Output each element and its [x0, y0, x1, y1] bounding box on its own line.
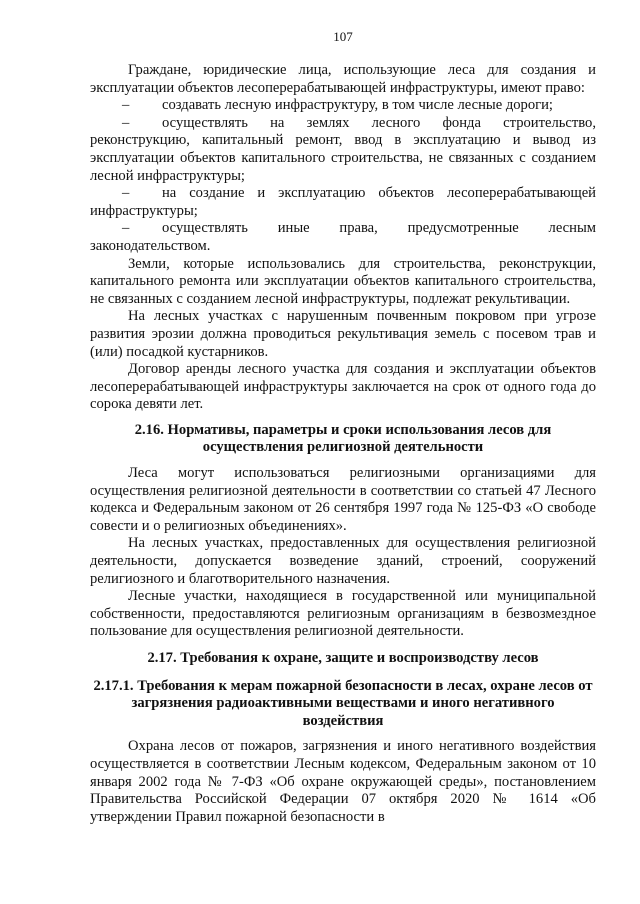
intro-paragraph: Граждане, юридические лица, использующие леса для создания и эксплуатации объектов лесоперерабатывающей инфраструктуры, имеют право: — [90, 62, 596, 96]
section-heading-2-17: 2.17. Требования к охране, защите и воспроизводству лесов — [147, 650, 539, 666]
page-number: 107 — [333, 29, 353, 44]
list-item-text: на создание и эксплуатацию объектов лесоперерабатывающей инфраструктуры; — [90, 185, 596, 219]
list-item-text: осуществлять иные права, предусмотренные лесным законодательством. — [90, 220, 596, 254]
list-item — [90, 185, 596, 220]
body-paragraph: Земли, которые использовались для строительства, реконструкции, капитального ремонта или эксплуатации объектов капитального строительства, не связанных с созданием лесной инфраструктуры, подлежат рекультивации. — [90, 255, 596, 307]
list-item — [90, 220, 596, 255]
list-item — [90, 115, 596, 185]
body-paragraph: На лесных участках, предоставленных для осуществления религиозной деятельности, допускается возведение зданий, строений, сооружений религиозного и благотворительного назначения. — [90, 535, 596, 587]
rights-list — [90, 97, 596, 255]
list-item-text: создавать лесную инфраструктуру, в том числе лесные дороги; — [162, 97, 553, 114]
list-item — [90, 97, 596, 115]
document-page — [90, 0, 596, 826]
body-paragraph: Охрана лесов от пожаров, загрязнения и иного негативного воздействия осуществляется в соответствии Лесным кодексом, Федеральным законом от 10 января 2002 года № 7-ФЗ «Об охране окружающей среды», постановлением Правительства Российской Федерации 07 октября 2020 № 1614 «Об утверждении Правил пожарной безопасности в — [90, 738, 596, 825]
list-dash: – — [122, 97, 130, 114]
section-heading-2-17-1: 2.17.1. Требования к мерам пожарной безопасности в лесах, охране лесов от загрязнения радиоактивными веществами и иного негативного воздействия — [93, 677, 593, 729]
body-paragraph: На лесных участках с нарушенным почвенным покровом при угрозе развития эрозии должна проводиться рекультивация земель с посевом трав и (или) посадкой кустарников. — [90, 308, 596, 360]
list-item-text: осуществлять на землях лесного фонда строительство, реконструкцию, капитальный ремонт, ввод в эксплуатацию и вывод из эксплуатации объектов капитального строительства, не связанных с созданием лесной инфраструктуры; — [90, 114, 596, 184]
list-dash: – — [122, 185, 130, 202]
list-dash: – — [122, 220, 130, 237]
section-heading-2-16: 2.16. Нормативы, параметры и сроки использования лесов для осуществления религиозной деятельности — [134, 421, 552, 456]
body-paragraph: Договор аренды лесного участка для создания и эксплуатации объектов лесоперерабатывающей инфраструктуры заключается на срок от одного года до сорока девяти лет. — [90, 361, 596, 413]
body-paragraph: Леса могут использоваться религиозными организациями для осуществления религиозной деятельности в соответствии со статьей 47 Лесного кодекса и Федеральным законом от 26 сентября 1997 года № 125-ФЗ «О свободе совести и о религиозных объединениях». — [90, 465, 596, 534]
list-dash: – — [122, 114, 130, 131]
body-paragraph: Лесные участки, находящиеся в государственной или муниципальной собственности, предоставляются религиозным организациям в безвозмездное пользование для осуществления религиозной деятельности. — [90, 588, 596, 640]
